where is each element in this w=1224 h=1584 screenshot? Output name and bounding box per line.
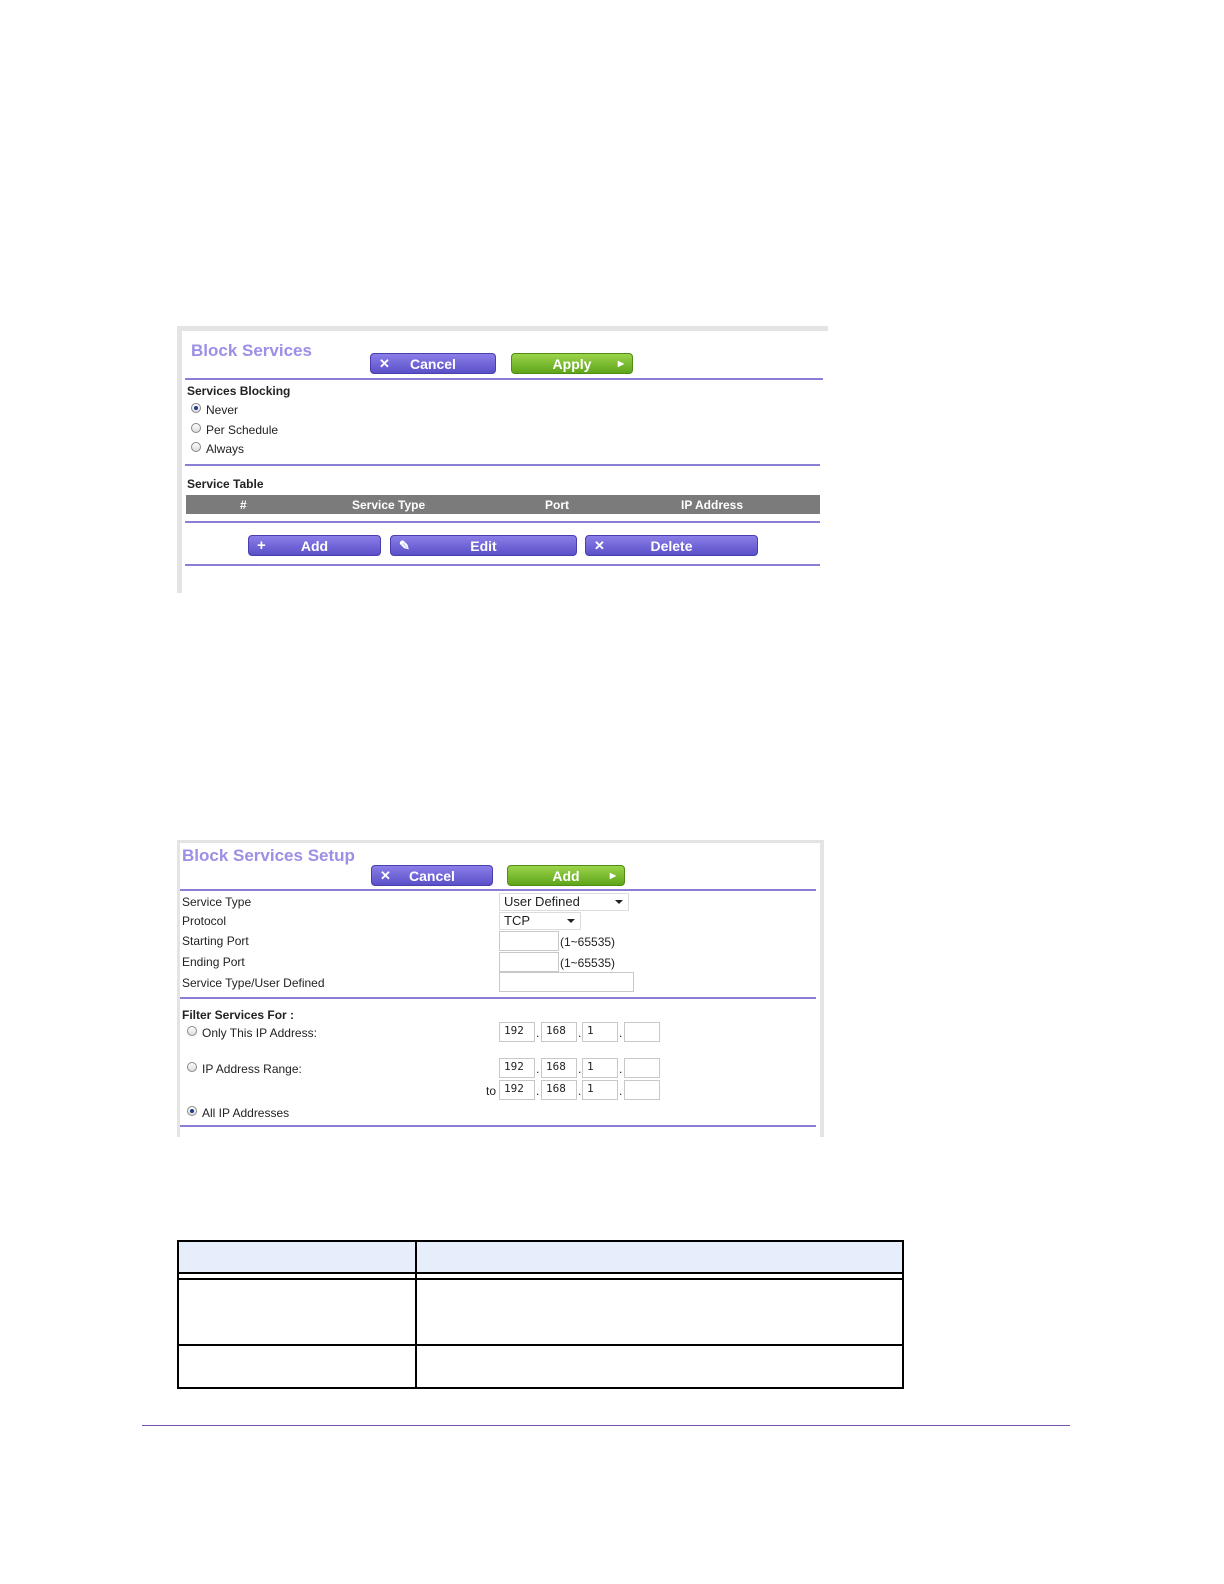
apply-button-label: Apply: [552, 355, 592, 372]
setup-cancel-button-label: Cancel: [409, 867, 455, 884]
table-header-cell: [178, 1241, 416, 1273]
protocol-select[interactable]: [499, 912, 581, 930]
ip-dot: .: [536, 1026, 540, 1040]
range-from-octet-2[interactable]: 168: [541, 1058, 577, 1078]
arrow-right-icon: ▶: [617, 359, 624, 368]
column-header-service-type: Service Type: [352, 498, 426, 512]
column-header-port: Port: [545, 498, 569, 512]
ip-dot: .: [578, 1026, 582, 1040]
only-ip-octet-1[interactable]: 192: [499, 1022, 535, 1042]
setup-cancel-button[interactable]: [371, 865, 493, 886]
service-table-header: [186, 495, 820, 514]
apply-button[interactable]: [511, 353, 633, 374]
user-defined-label: Service Type/User Defined: [182, 976, 325, 990]
user-defined-input[interactable]: [499, 972, 634, 992]
table-cell: [416, 1345, 903, 1388]
divider: [180, 1125, 816, 1127]
radio-always[interactable]: [191, 442, 201, 452]
close-icon: ✕: [380, 867, 391, 883]
table-header-cell: [416, 1241, 903, 1273]
ip-dot: .: [619, 1084, 623, 1098]
cancel-button-label: Cancel: [410, 355, 456, 372]
divider: [185, 464, 820, 466]
only-ip-octet-4[interactable]: [624, 1022, 660, 1042]
range-to-octet-2[interactable]: 168: [541, 1080, 577, 1100]
services-blocking-label: Services Blocking: [187, 384, 291, 398]
ip-dot: .: [619, 1026, 623, 1040]
table-row: [178, 1345, 903, 1388]
footer-divider: [142, 1425, 1070, 1426]
starting-port-hint: (1~65535): [560, 935, 616, 949]
radio-only-this-ip[interactable]: [187, 1026, 197, 1036]
ip-dot: .: [536, 1062, 540, 1076]
range-to-label: to: [486, 1084, 497, 1098]
table-cell: [178, 1279, 416, 1345]
column-header-number: #: [240, 498, 247, 512]
radio-never[interactable]: [191, 403, 201, 413]
setup-title: Block Services Setup: [182, 846, 355, 865]
plus-icon: +: [257, 537, 266, 554]
close-icon: ✕: [594, 537, 605, 553]
edit-button-label: Edit: [470, 537, 497, 554]
range-to-octet-3[interactable]: 1: [582, 1080, 618, 1100]
all-ip-addresses-label: All IP Addresses: [202, 1106, 290, 1120]
service-table-label: Service Table: [187, 477, 264, 491]
ip-dot: .: [536, 1084, 540, 1098]
delete-button[interactable]: [585, 535, 758, 556]
divider: [185, 564, 820, 566]
table-cell: [416, 1279, 903, 1345]
chevron-down-icon: [567, 919, 575, 923]
range-from-octet-3[interactable]: 1: [582, 1058, 618, 1078]
service-type-select[interactable]: [499, 893, 629, 911]
starting-port-input[interactable]: [499, 931, 559, 951]
ip-dot: .: [578, 1062, 582, 1076]
radio-per-schedule-label: Per Schedule: [206, 423, 279, 437]
service-type-label: Service Type: [182, 895, 252, 909]
setup-add-button-label: Add: [552, 867, 580, 884]
table-header-row: [178, 1241, 903, 1273]
range-to-octet-1[interactable]: 192: [499, 1080, 535, 1100]
only-ip-octet-2[interactable]: 168: [541, 1022, 577, 1042]
radio-never-label: Never: [206, 403, 239, 417]
edit-button[interactable]: [390, 535, 577, 556]
arrow-right-icon: ▶: [609, 871, 616, 880]
block-services-title: Block Services: [191, 341, 312, 360]
document-table: [177, 1240, 904, 1389]
divider: [185, 378, 823, 380]
starting-port-label: Starting Port: [182, 934, 249, 948]
cancel-button[interactable]: [370, 353, 496, 374]
table-row: [178, 1279, 903, 1345]
only-this-ip-label: Only This IP Address:: [202, 1026, 317, 1040]
pencil-icon: ✎: [399, 537, 410, 553]
ending-port-label: Ending Port: [182, 955, 245, 969]
divider: [180, 997, 816, 999]
service-type-value: User Defined: [504, 894, 580, 909]
add-button[interactable]: [248, 535, 381, 556]
ending-port-hint: (1~65535): [560, 956, 616, 970]
ip-dot: .: [578, 1084, 582, 1098]
add-button-label: Add: [300, 537, 329, 554]
radio-always-label: Always: [206, 442, 245, 456]
range-to-octet-4[interactable]: [624, 1080, 660, 1100]
divider: [180, 889, 816, 891]
protocol-value: TCP: [504, 913, 530, 928]
close-icon: ✕: [379, 355, 390, 371]
table-cell: [178, 1345, 416, 1388]
filter-services-label: Filter Services For :: [182, 1008, 295, 1022]
setup-add-button[interactable]: [507, 865, 625, 886]
ending-port-input[interactable]: [499, 952, 559, 972]
protocol-label: Protocol: [182, 914, 227, 928]
delete-button-label: Delete: [650, 537, 693, 554]
column-header-ip-address: IP Address: [681, 498, 744, 512]
range-from-octet-4[interactable]: [624, 1058, 660, 1078]
divider: [185, 521, 820, 523]
ip-dot: .: [619, 1062, 623, 1076]
range-from-octet-1[interactable]: 192: [499, 1058, 535, 1078]
radio-all-ip-addresses[interactable]: [187, 1106, 197, 1116]
radio-per-schedule[interactable]: [191, 423, 201, 433]
chevron-down-icon: [615, 900, 623, 904]
only-ip-octet-3[interactable]: 1: [582, 1022, 618, 1042]
ip-range-label: IP Address Range:: [202, 1062, 302, 1076]
radio-ip-range[interactable]: [187, 1062, 197, 1072]
